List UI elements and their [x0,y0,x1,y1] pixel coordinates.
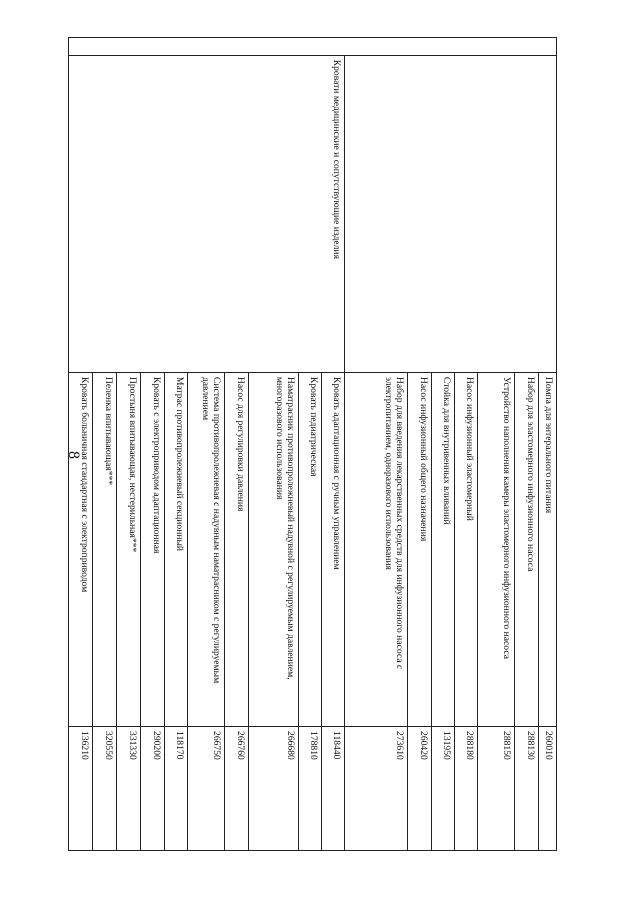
device-code-cell: 178810 [299,727,322,851]
device-code-cell: 131950 [432,727,455,851]
device-code-cell: 288180 [455,727,478,851]
table-row [539,38,557,851]
device-code-cell: 320550 [93,727,117,851]
device-code-cell: 118170 [165,727,188,851]
device-code-cell: 118440 [322,727,345,851]
table-wrapper [79,37,557,851]
device-name-cell: Пеленка впитывающая*** [93,372,117,726]
device-code-cell: 273610 [345,727,408,851]
device-name-cell: Простыня впитывающая, нестерильная*** [117,372,141,726]
device-code-cell: 260420 [408,727,432,851]
device-name-cell: Набор для эластомерного инфузионного насоса [515,372,539,726]
device-code-cell: 290200 [141,727,165,851]
empty-first-column [69,38,557,56]
device-name-cell: Кровать больничная стандартная с электроприводом [69,372,93,726]
device-code-cell: 266760 [225,727,249,851]
device-code-cell: 260010 [539,727,557,851]
device-name-cell: Устройство наполнения камеры эластомерного инфузионного насоса [478,372,515,726]
device-code-cell: 331330 [117,727,141,851]
device-name-cell: Кровать адаптационная с ручным управлением [322,372,345,726]
device-name-cell: Система противопролежневая с надувным наматрасником с регулируемым давлением [188,372,225,726]
device-code-cell: 288130 [515,727,539,851]
device-code-cell: 266680 [249,727,299,851]
device-code-cell: 266750 [188,727,225,851]
device-code-cell: 288150 [478,727,515,851]
category-cell: Кровати медицинские и сопутствующие изделия [69,55,345,372]
device-name-cell: Наматрасник противопролежневый надувной с регулируемым давлением, многоразового использования [249,372,299,726]
device-name-cell: Матрас противопролежневый секционный [165,372,188,726]
device-name-cell: Набор для введения лекарственных средств для инфузионного насоса с электропитанием, одноразового использования [345,372,408,726]
device-name-cell: Кровать с электроприводом адаптационная [141,372,165,726]
device-name-cell: Кровать педиатрическая [299,372,322,726]
device-table-body [69,38,557,851]
device-name-cell: Насос для регулировки давления [225,372,249,726]
device-table [68,37,557,851]
device-name-cell: Помпа для энтерального питания [539,372,557,726]
device-code-cell: 136210 [69,727,93,851]
device-name-cell: Насос инфузионный эластомерный [455,372,478,726]
table-row [322,38,345,851]
empty-category-cell [345,55,557,372]
page-number: 8 [65,451,82,459]
device-name-cell: Насос инфузионный общего назначения [408,372,432,726]
device-name-cell: Стойка для внутривенных вливаний [432,372,455,726]
